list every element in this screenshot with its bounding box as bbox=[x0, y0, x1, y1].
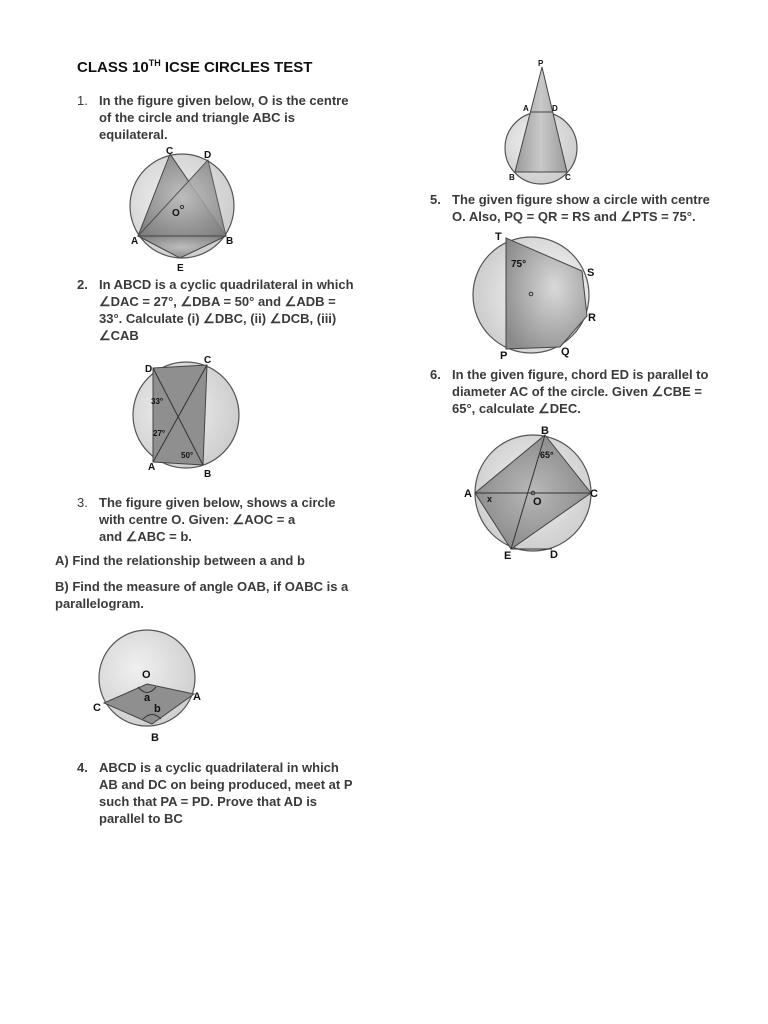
question-line: such that PA = PD. Prove that AD is bbox=[99, 794, 318, 809]
label-t: T bbox=[495, 231, 502, 243]
label-e: E bbox=[504, 550, 512, 562]
angle-65: 65° bbox=[540, 450, 554, 460]
label-o: O bbox=[172, 208, 180, 219]
label-d: D bbox=[204, 150, 212, 161]
question-3-part-b bbox=[55, 578, 375, 612]
question-3 bbox=[77, 494, 389, 545]
label-c: C bbox=[93, 702, 101, 714]
question-line: 33°. Calculate (i) ∠DBC, (ii) ∠DCB, (iii) bbox=[99, 311, 337, 326]
question-number: 2. bbox=[77, 277, 88, 292]
question-line: ABCD is a cyclic quadrilateral in which bbox=[99, 760, 339, 775]
label-b: B bbox=[226, 236, 234, 247]
label-a: A bbox=[131, 236, 139, 247]
label-a: A bbox=[523, 104, 529, 113]
question-number: 6. bbox=[430, 367, 441, 382]
label-b: B bbox=[509, 173, 515, 182]
label-x: x bbox=[487, 494, 493, 504]
label-angle-b: b bbox=[154, 703, 161, 715]
question-4 bbox=[77, 759, 389, 827]
label-p: P bbox=[500, 350, 508, 362]
question-5 bbox=[430, 191, 752, 225]
figure-q5 bbox=[464, 226, 614, 364]
question-number: 1. bbox=[77, 93, 88, 108]
question-line: with centre O. Given: ∠AOC = a bbox=[99, 512, 296, 527]
question-1 bbox=[77, 92, 389, 143]
label-a: A bbox=[464, 488, 472, 500]
label-a: A bbox=[193, 691, 201, 703]
figure-q3 bbox=[90, 626, 215, 746]
label-b: B bbox=[541, 425, 549, 437]
figure-q4 bbox=[497, 56, 587, 186]
question-line: The given figure show a circle with centre bbox=[452, 192, 710, 207]
question-3-part-a: A) Find the relationship between a and b bbox=[55, 553, 305, 568]
page-title: CLASS 10TH ICSE CIRCLES TEST bbox=[77, 58, 313, 76]
label-c: C bbox=[590, 488, 598, 500]
figure-q6 bbox=[460, 422, 610, 564]
question-line: of the circle and triangle ABC is bbox=[99, 110, 296, 125]
angle-33: 33° bbox=[151, 397, 164, 406]
label-c: C bbox=[565, 173, 571, 182]
label-s: S bbox=[587, 267, 595, 279]
question-number: 3. bbox=[77, 495, 88, 510]
angle-75: 75° bbox=[511, 259, 527, 270]
label-d: D bbox=[552, 104, 558, 113]
label-b: B bbox=[204, 469, 212, 480]
label-q: Q bbox=[561, 346, 570, 358]
question-line: and ∠ABC = b. bbox=[99, 529, 192, 544]
label-c: C bbox=[166, 146, 174, 157]
question-line: AB and DC on being produced, meet at P bbox=[99, 777, 353, 792]
question-line: The figure given below, shows a circle bbox=[99, 495, 336, 510]
question-number: 5. bbox=[430, 192, 441, 207]
label-angle-a: a bbox=[144, 692, 151, 704]
question-number: 4. bbox=[77, 760, 88, 775]
label-r: R bbox=[588, 312, 596, 324]
question-line: equilateral. bbox=[99, 127, 168, 142]
question-line: ∠CAB bbox=[99, 328, 139, 343]
question-6 bbox=[430, 366, 752, 417]
label-a: A bbox=[148, 462, 156, 473]
question-line: parallel to BC bbox=[99, 811, 183, 826]
label-d: D bbox=[145, 364, 153, 375]
question-line: In ABCD is a cyclic quadrilateral in which bbox=[99, 277, 354, 292]
label-p: P bbox=[538, 59, 544, 68]
label-c: C bbox=[204, 355, 212, 366]
label-b: B bbox=[151, 732, 159, 744]
question-line: 65°, calculate ∠DEC. bbox=[452, 401, 581, 416]
question-line: diameter AC of the circle. Given ∠CBE = bbox=[452, 384, 702, 399]
angle-50: 50° bbox=[181, 451, 194, 460]
label-e: E bbox=[177, 263, 184, 274]
question-line: In the given figure, chord ED is parallel to bbox=[452, 367, 709, 382]
question-line: ∠DAC = 27°, ∠DBA = 50° and ∠ADB = bbox=[99, 294, 336, 309]
label-o: O bbox=[142, 669, 151, 681]
label-o: O bbox=[533, 496, 542, 508]
question-line: O. Also, PQ = QR = RS and ∠PTS = 75°. bbox=[452, 209, 696, 224]
label-d: D bbox=[550, 549, 558, 561]
angle-27: 27° bbox=[153, 429, 166, 438]
figure-q1 bbox=[120, 143, 250, 275]
question-line: parallelogram. bbox=[55, 596, 144, 611]
question-2 bbox=[77, 276, 389, 344]
figure-q2 bbox=[125, 350, 245, 480]
question-line: In the figure given below, O is the centre bbox=[99, 93, 349, 108]
question-line: B) Find the measure of angle OAB, if OABC is a bbox=[55, 579, 349, 594]
